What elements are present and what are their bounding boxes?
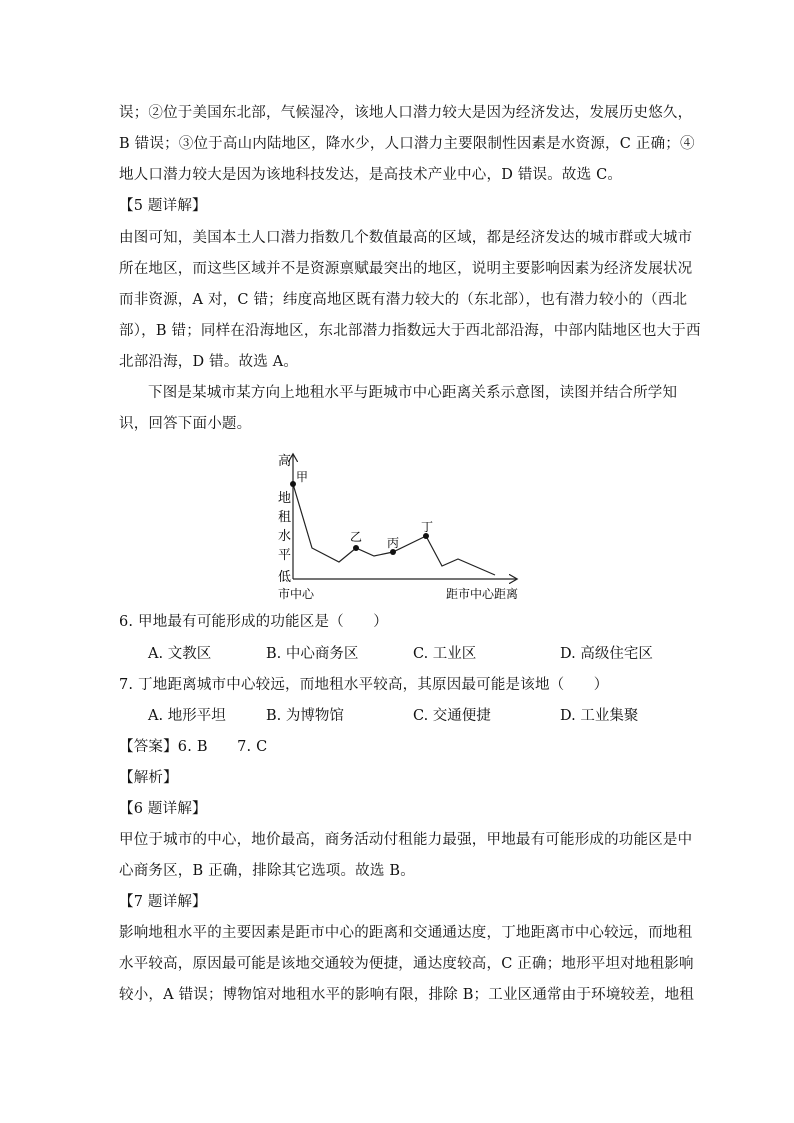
text-line: 影响地租水平的主要因素是距市中心的距离和交通通达度，丁地距离市中心较远，而地租 — [119, 925, 693, 941]
question-7: 7. 丁地距离城市中心较远，而地租水平较高，其原因最可能是该地（ ） — [119, 677, 609, 693]
y-high-label: 高 — [278, 454, 292, 469]
text-line: 识，回答下面小题。 — [119, 416, 252, 432]
q7-option-d: D. 工业集聚 — [560, 708, 639, 724]
analysis-heading: 【解析】 — [119, 770, 178, 786]
text-line: 而非资源，A 对，C 错；纬度高地区既有潜力较大的（东北部），也有潜力较小的（西北 — [119, 292, 688, 308]
point-label-jia: 甲 — [296, 470, 309, 484]
text-line: 甲位于城市的中心，地价最高，商务活动付租能力最强，甲地最有可能形成的功能区是中 — [119, 832, 693, 848]
text-line: B 错误；③位于高山内陆地区，降水少，人口潜力主要限制性因素是水资源，C 正确；④ — [119, 136, 695, 152]
y-title-char: 水 — [278, 529, 292, 544]
section-heading-6: 【6 题详解】 — [119, 801, 207, 817]
text-line: 地人口潜力较大是因为该地科技发达，是高技术产业中心，D 错误。故选 C。 — [119, 167, 623, 183]
section-heading-5: 【5 题详解】 — [119, 198, 207, 214]
text-line: 下图是某城市某方向上地租水平与距城市中心距离关系示意图，读图并结合所学知 — [148, 385, 678, 401]
question-6: 6. 甲地最有可能形成的功能区是（ ） — [119, 614, 388, 630]
q7-option-a: A. 地形平坦 — [148, 708, 226, 724]
q7-option-c: C. 交通便捷 — [413, 708, 491, 724]
point-label-ding: 丁 — [421, 520, 434, 534]
text-line: 由图可知，美国本土人口潜力指数几个数值最高的区域，都是经济发达的城市群或大城市 — [119, 230, 693, 246]
x-origin-label: 市中心 — [278, 587, 315, 601]
q6-option-c: C. 工业区 — [413, 646, 477, 662]
q6-option-b: B. 中心商务区 — [266, 646, 359, 662]
y-low-label: 低 — [278, 570, 292, 585]
q7-option-b: B. 为博物馆 — [266, 708, 344, 724]
text-line: 心商务区，B 正确，排除其它选项。故选 B。 — [119, 863, 415, 879]
point-yi — [353, 545, 359, 551]
text-line: 较小，A 错误；博物馆对地租水平的影响有限，排除 B；工业区通常由于环境较差，地租 — [119, 987, 695, 1003]
answer-line: 【答案】6. B 7. C — [119, 739, 268, 755]
point-label-yi: 乙 — [350, 530, 363, 544]
x-title-label: 距市中心距离 — [446, 587, 519, 601]
text-line: 水平较高，原因最可能是该地交通较为便捷，通达度较高，C 正确；地形平坦对地租影响 — [119, 956, 694, 972]
text-line: 所在地区，而这些区域并不是资源禀赋最突出的地区，说明主要影响因素为经济发展状况 — [119, 261, 693, 277]
q6-option-d: D. 高级住宅区 — [560, 646, 653, 662]
y-title-char: 租 — [278, 510, 292, 525]
q6-option-a: A. 文教区 — [148, 646, 212, 662]
rent-curve — [293, 484, 495, 575]
text-line: 部），B 错；同样在沿海地区，东北部潜力指数远大于西北部沿海，中部内陆地区也大于西 — [119, 323, 701, 339]
point-label-bing: 丙 — [387, 536, 400, 550]
rent-distance-diagram — [266, 445, 526, 605]
y-title-char: 平 — [278, 548, 292, 563]
text-line: 北部沿海，D 错。故选 A。 — [119, 354, 299, 370]
y-title-char: 地 — [278, 491, 292, 506]
section-heading-7: 【7 题详解】 — [119, 894, 207, 910]
text-line: 误；②位于美国东北部，气候湿冷，该地人口潜力较大是因为经济发达，发展历史悠久， — [119, 105, 693, 121]
